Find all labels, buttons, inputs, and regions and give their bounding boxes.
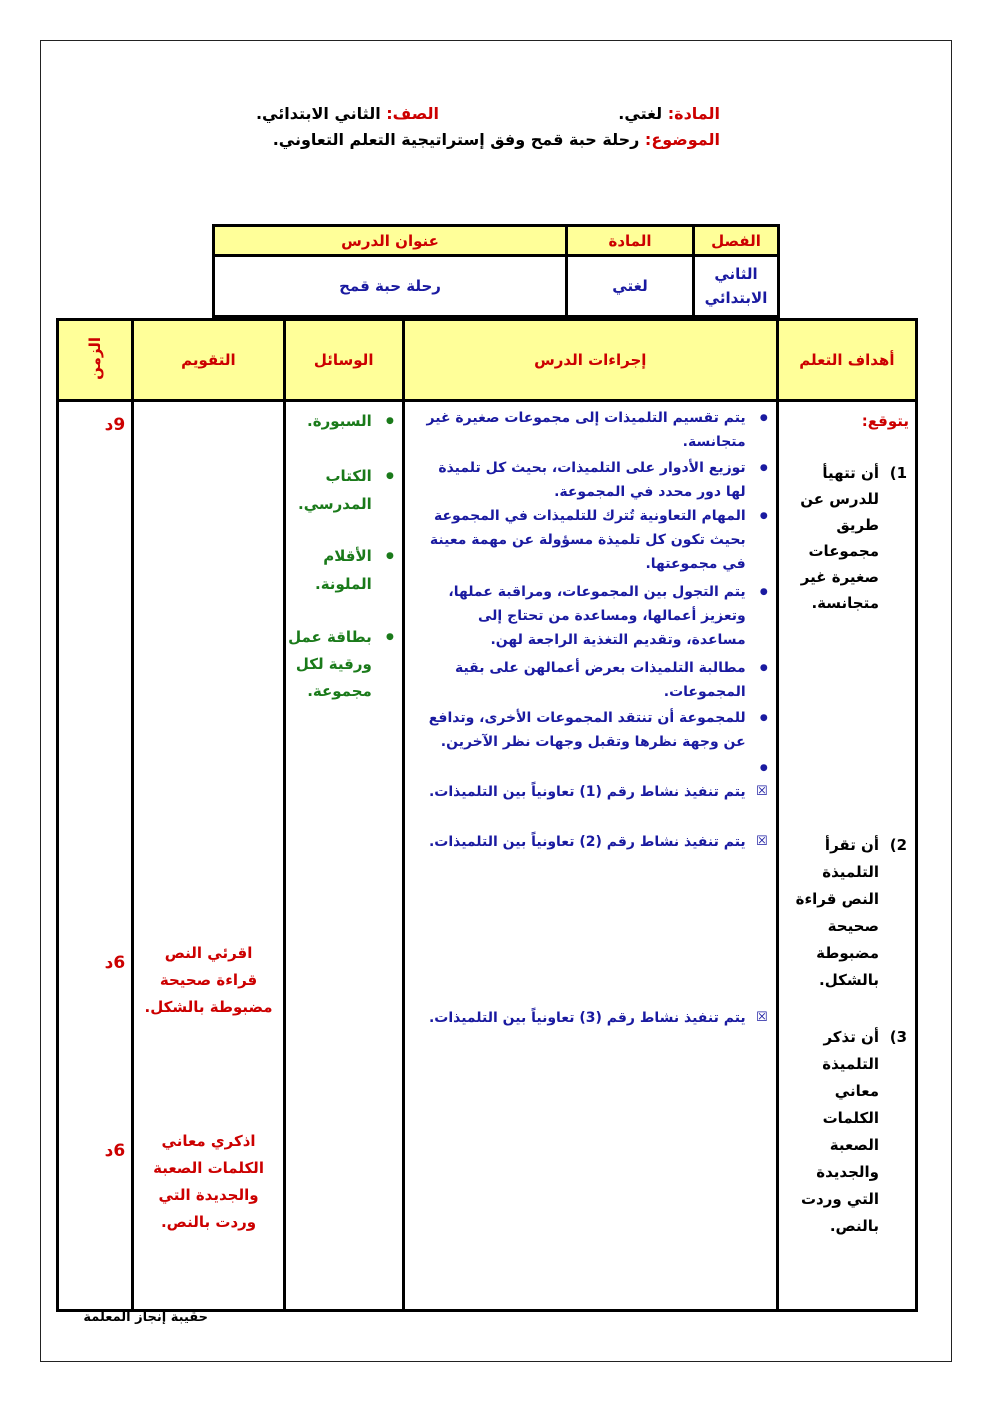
goal-3-text: أن تذكر التلميذة معاني الكلمات الصعبة والجديدة التي وردت بالنص.: [800, 1028, 879, 1235]
subject-label: المادة:: [667, 104, 720, 123]
checkbox-icon: ☒: [756, 1010, 768, 1025]
procedure-7: [416, 756, 746, 776]
activity-1: ☒ يتم تنفيذ نشاط رقم (1) تعاونياً بين التلميذات.: [416, 780, 746, 804]
info-value-term: الثاني الابتدائي: [695, 257, 777, 315]
info-value-subject: لغتي: [568, 257, 692, 315]
procedure-4: ● يتم التجول بين المجموعات، ومراقبة عملها، وتعزيز أعمالها، ومساعدة من تحتاج إلى مساعدة، وتقديم التغذية الراجعة لهن.: [416, 580, 746, 652]
time-1: 9د: [104, 415, 126, 435]
topic-value: رحلة حبة قمح وفق إستراتيجية التعلم التعاوني.: [272, 130, 640, 149]
grade-value: الثاني الابتدائي.: [255, 104, 381, 123]
topic-label: الموضوع:: [644, 130, 720, 149]
activity-2: ☒ يتم تنفيذ نشاط رقم (2) تعاونياً بين التلميذات.: [416, 830, 746, 854]
subject-value: لغتي.: [618, 104, 663, 123]
tool-1: ● السبورة.: [292, 408, 372, 434]
activity-3: ☒ يتم تنفيذ نشاط رقم (3) تعاونياً بين التلميذات.: [416, 1006, 746, 1030]
time-3: 6د: [104, 1141, 126, 1161]
subject-line: [618, 104, 720, 123]
time-2: 6د: [104, 953, 126, 973]
tools-cell: [286, 402, 402, 1309]
goal-1-text: أن تتهيأ للدرس عن طريق مجموعات صغيرة غير متجانسة.: [800, 464, 879, 612]
header-goals: أهداف التعلم: [779, 321, 915, 399]
topic-line: [273, 130, 720, 149]
goal-3-num: 3): [889, 1028, 907, 1046]
evaluation-cell: [134, 402, 282, 1309]
checkbox-icon: ☒: [756, 784, 768, 799]
info-header-title: عنوان الدرس: [215, 227, 565, 254]
procedure-5: ● مطالبة التلميذات بعرض أعمالهن على بقية المجموعات.: [416, 656, 746, 704]
goals-cell: [779, 402, 915, 1309]
header-time: الزمن: [59, 321, 131, 399]
tool-3: ● الأقلام الملونة.: [292, 542, 372, 598]
grade-label: الصف:: [386, 104, 439, 123]
procedure-2: ● توزيع الأدوار على التلميذات، بحيث كل تلميذة لها دور محدد في المجموعة.: [416, 456, 746, 504]
procedure-6: ● للمجموعة أن تنتقد المجموعات الأخرى، وتدافع عن وجهة نظرها وتقبل وجهات نظر الآخرين.: [416, 706, 746, 754]
footer-note: حقيبة إنجاز المعلمة: [83, 1310, 208, 1325]
evaluation-2: اذكري معاني الكلمات الصعبة والجديدة التي وردت بالنص.: [153, 1132, 264, 1231]
tool-4: ● بطاقة عمل ورقية لكل مجموعة.: [286, 624, 372, 705]
goal-2-num: 2): [889, 836, 907, 854]
procedure-1: ● يتم تقسيم التلميذات إلى مجموعات صغيرة غير متجانسة.: [416, 406, 746, 454]
info-header-term: الفصل: [695, 227, 777, 254]
grade-line: [256, 104, 439, 123]
lesson-info-table: [212, 224, 780, 318]
info-header-subject: المادة: [568, 227, 692, 254]
goals-intro: يتوقع:: [861, 412, 909, 430]
lesson-plan-table: [56, 318, 918, 1312]
header-tools: الوسائل: [286, 321, 402, 399]
evaluation-1: اقرئي النص قراءة صحيحة مضبوطة بالشكل.: [144, 944, 273, 1016]
goal-2-text: أن تقرأ التلميذة النص قراءة صحيحة مضبوطة بالشكل.: [795, 836, 879, 989]
procedures-cell: [405, 402, 776, 1309]
checkbox-icon: ☒: [756, 834, 768, 849]
procedure-3: ● المهام التعاونية تُترك للتلميذات في المجموعة بحيث تكون كل تلميذة مسؤولة عن مهمة معينة في مجموعتها.: [416, 504, 746, 576]
header-evaluation: التقويم: [134, 321, 282, 399]
time-cell: [59, 402, 131, 1309]
tool-2: ● الكتاب المدرسي.: [292, 462, 372, 518]
goal-1-num: 1): [889, 464, 907, 482]
info-value-title: رحلة حبة قمح: [215, 257, 565, 315]
header-procedures: إجراءات الدرس: [405, 321, 776, 399]
